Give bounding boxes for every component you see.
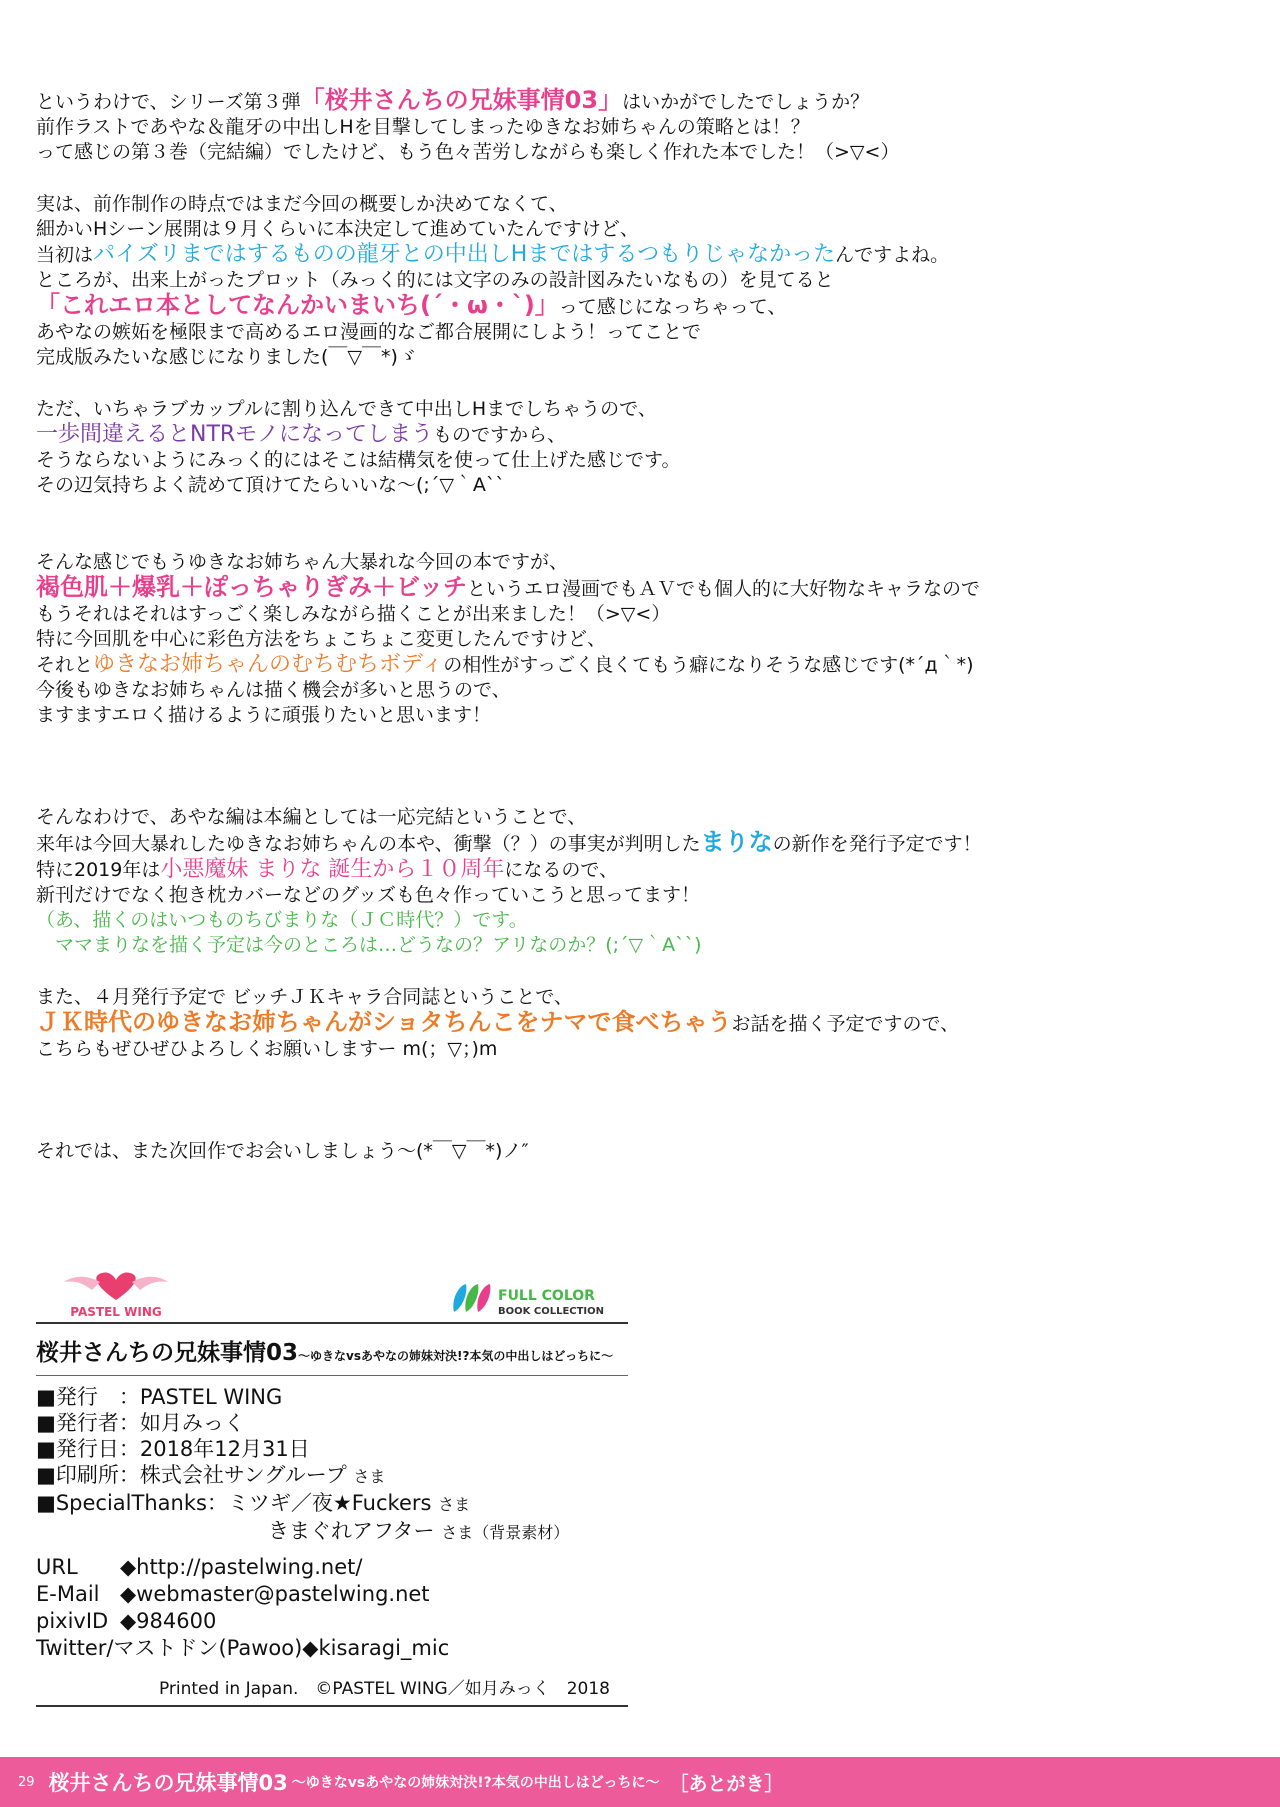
publisher: ■発行 ：PASTEL WING <box>36 1385 283 1409</box>
honorific: さま <box>353 1467 386 1486</box>
book-title: 桜井さんちの兄妹事情03 <box>36 1340 299 1366</box>
url-row <box>36 1554 628 1581</box>
twitter-row: Twitter/マストドン(Pawoo)◆kisaragi_mic <box>36 1636 450 1660</box>
afterword-line: 今後もゆきなお姉ちゃんは描く機会が多いと思うので、 <box>36 679 511 701</box>
url-label: URL <box>36 1555 78 1579</box>
book-subtitle: 〜ゆきなvsあやなの姉妹対決!?本気の中出しはどっちに〜 <box>298 1349 614 1363</box>
thanks-name: ■SpecialThanks：ミツギ／夜★Fuckers <box>36 1491 432 1515</box>
highlight-text: 「これエロ本としてなんかいまいち(´・ω・`)」 <box>36 291 559 319</box>
text: 特に2019年は <box>36 859 161 881</box>
afterword-line: こちらもぜひぜひよろしくお願いしますー m(；▽；)m <box>36 1038 498 1060</box>
afterword-line <box>36 242 1236 268</box>
highlight-text: まりな <box>700 828 773 856</box>
text: というエロ漫画でもＡＶでも個人的に大好物なキャラなので <box>467 578 981 600</box>
logo-row <box>36 1270 628 1322</box>
text: というわけで、シリーズ第３弾 <box>36 91 301 113</box>
divider <box>36 1322 628 1324</box>
afterword-line: ところが、出来上がったプロット（みっく的には文字のみの設計図みたいなもの）を見てると <box>36 269 834 291</box>
issuer: ■発行者：如月みっく <box>36 1411 245 1435</box>
text: って感じになっちゃって、 <box>558 296 787 318</box>
afterword-line <box>36 293 1236 320</box>
highlight-text: ＪＫ時代のゆきなお姉ちゃんがショタちんこをナマで食べちゃう <box>36 1008 732 1036</box>
afterword-line: 完成版みたいな感じになりました(￣▽￣*)ゞ <box>36 346 417 368</box>
afterword-closing: それでは、また次回作でお会いしましょう〜(*￣▽￣*)ノ″ <box>36 1140 529 1162</box>
afterword-line: そうならないようにみっく的にはそこは結構気を使って仕上げた感じです。 <box>36 449 681 471</box>
afterword-text <box>36 88 1236 1164</box>
printer-name: ■印刷所：株式会社サングループ <box>36 1463 347 1487</box>
text: 来年は今回大暴れしたゆきなお姉ちゃんの本や、衝撃（？）の事実が判明した <box>36 833 701 855</box>
contact-block <box>36 1554 628 1662</box>
afterword-line <box>36 422 1236 448</box>
afterword-line <box>36 830 1236 857</box>
text: はいかがでしたでしょうか？ <box>622 91 870 113</box>
pixiv-id: ◆984600 <box>120 1609 217 1633</box>
email-link[interactable]: ◆webmaster@pastelwing.net <box>120 1582 430 1606</box>
afterword-line: そんな感じでもうゆきなお姉ちゃん大暴れな今回の本ですが、 <box>36 551 569 573</box>
afterword-line <box>36 1010 1236 1037</box>
afterword-line <box>36 652 1236 678</box>
footer-subtitle: 〜ゆきなvsあやなの姉妹対決!?本気の中出しはどっちに〜 <box>291 1775 660 1791</box>
afterword-line: 新刊だけでなく抱き枕カバーなどのグッズも色々作っていこうと思ってます！ <box>36 884 701 906</box>
svg-text:BOOK COLLECTION: BOOK COLLECTION <box>498 1306 605 1317</box>
afterword-line: 特に今回肌を中心に彩色方法をちょこちょこ変更したんですけど、 <box>36 628 607 650</box>
honorific: さま <box>438 1495 471 1514</box>
afterword-line <box>36 575 1236 602</box>
thanks-name: きまぐれアフター <box>268 1519 435 1543</box>
pixiv-row <box>36 1608 628 1635</box>
colophon-title <box>36 1334 628 1367</box>
email-label: E-Mail <box>36 1582 100 1606</box>
text: お話を描く予定ですので、 <box>731 1013 960 1035</box>
footer-title: 桜井さんちの兄妹事情03 <box>48 1771 288 1795</box>
section-tag: ［あとがき］ <box>669 1772 784 1795</box>
svg-text:PASTEL WING: PASTEL WING <box>70 1305 162 1319</box>
text: の相性がすっごく良くてもう癖になりそうな感じです(*´д｀*) <box>443 654 974 676</box>
afterword-line: ママまりなを描く予定は今のところは…どうなの？アリなのか？(;´▽｀A``) <box>36 934 702 956</box>
highlight-text: 褐色肌＋爆乳＋ぽっちゃりぎみ＋ビッチ <box>36 573 468 601</box>
afterword-line: ますますエロく描けるように頑張りたいと思います！ <box>36 704 492 726</box>
email-row <box>36 1581 628 1608</box>
printer <box>36 1462 628 1490</box>
highlight-text: ゆきなお姉ちゃんのむちむちボディ <box>93 652 444 677</box>
honorific: さま（背景素材） <box>441 1523 570 1542</box>
highlight-text: 一歩間違えるとNTRモノになってしまう <box>36 422 433 447</box>
afterword-line: ただ、いちゃラブカップルに割り込んできて中出しHまでしちゃうので、 <box>36 398 657 420</box>
footer-bar <box>0 1757 1280 1807</box>
highlight-series-title: 「桜井さんちの兄妹事情03」 <box>300 86 623 114</box>
afterword-line: そんなわけで、あやな編は本編としては一応完結ということで、 <box>36 806 587 828</box>
url-link[interactable]: ◆http://pastelwing.net/ <box>120 1555 363 1579</box>
afterword-line: 前作ラストであやな＆龍牙の中出しHを目撃してしまったゆきなお姉ちゃんの策略とは！？ <box>36 116 810 138</box>
afterword-line: って感じの第３巻（完結編）でしたけど、もう色々苦労しながらも楽しく作れた本でした！（>▽<） <box>36 141 900 163</box>
text: 当初は <box>36 244 94 266</box>
highlight-text: パイズリまではするものの龍牙との中出しHまではするつもりじゃなかった <box>93 242 836 267</box>
divider <box>36 1375 628 1376</box>
svg-text:FULL COLOR: FULL COLOR <box>498 1288 595 1304</box>
afterword-line: また、４月発行予定で ビッチＪＫキャラ合同誌ということで、 <box>36 986 573 1008</box>
afterword-line: あやなの嫉妬を極限まで高めるエロ漫画的なご都合展開にしよう！ってことで <box>36 321 702 343</box>
copyright: Printed in Japan. ©PASTEL WING／如月みっく 2018 <box>158 1679 610 1699</box>
full-color-logo <box>446 1278 626 1320</box>
afterword-line <box>36 857 1236 883</box>
divider <box>36 1705 628 1707</box>
text: の新作を発行予定です！ <box>772 833 982 855</box>
text: それと <box>36 654 94 676</box>
page-number: 29 <box>18 1774 35 1790</box>
afterword-line: もうそれはそれはすっごく楽しみながら描くことが出来ました！（>▽<） <box>36 603 671 625</box>
afterword-line: 細かいHシーン展開は９月くらいに本決定して進めていたんですけど、 <box>36 218 639 240</box>
afterword-line: （あ、描くのはいつものちびまりな（ＪＣ時代？）です。 <box>36 909 528 931</box>
pastel-wing-logo <box>46 1270 186 1320</box>
colophon <box>36 1270 628 1707</box>
text: になるので、 <box>504 859 618 881</box>
afterword-line: その辺気持ちよく読めて頂けてたらいいな〜(;´▽｀A`` <box>36 474 505 496</box>
highlight-text: 小悪魔妹 まりな 誕生から１０周年 <box>160 857 505 882</box>
issue-date: ■発行日：2018年12月31日 <box>36 1437 310 1461</box>
text: ものですから、 <box>432 424 566 446</box>
text: んですよね。 <box>835 244 950 266</box>
afterword-line <box>36 88 1236 115</box>
special-thanks-2 <box>36 1518 628 1546</box>
special-thanks <box>36 1490 628 1518</box>
afterword-line: 実は、前作制作の時点ではまだ今回の概要しか決めてなくて、 <box>36 193 568 215</box>
pixiv-label: pixivID <box>36 1609 109 1633</box>
